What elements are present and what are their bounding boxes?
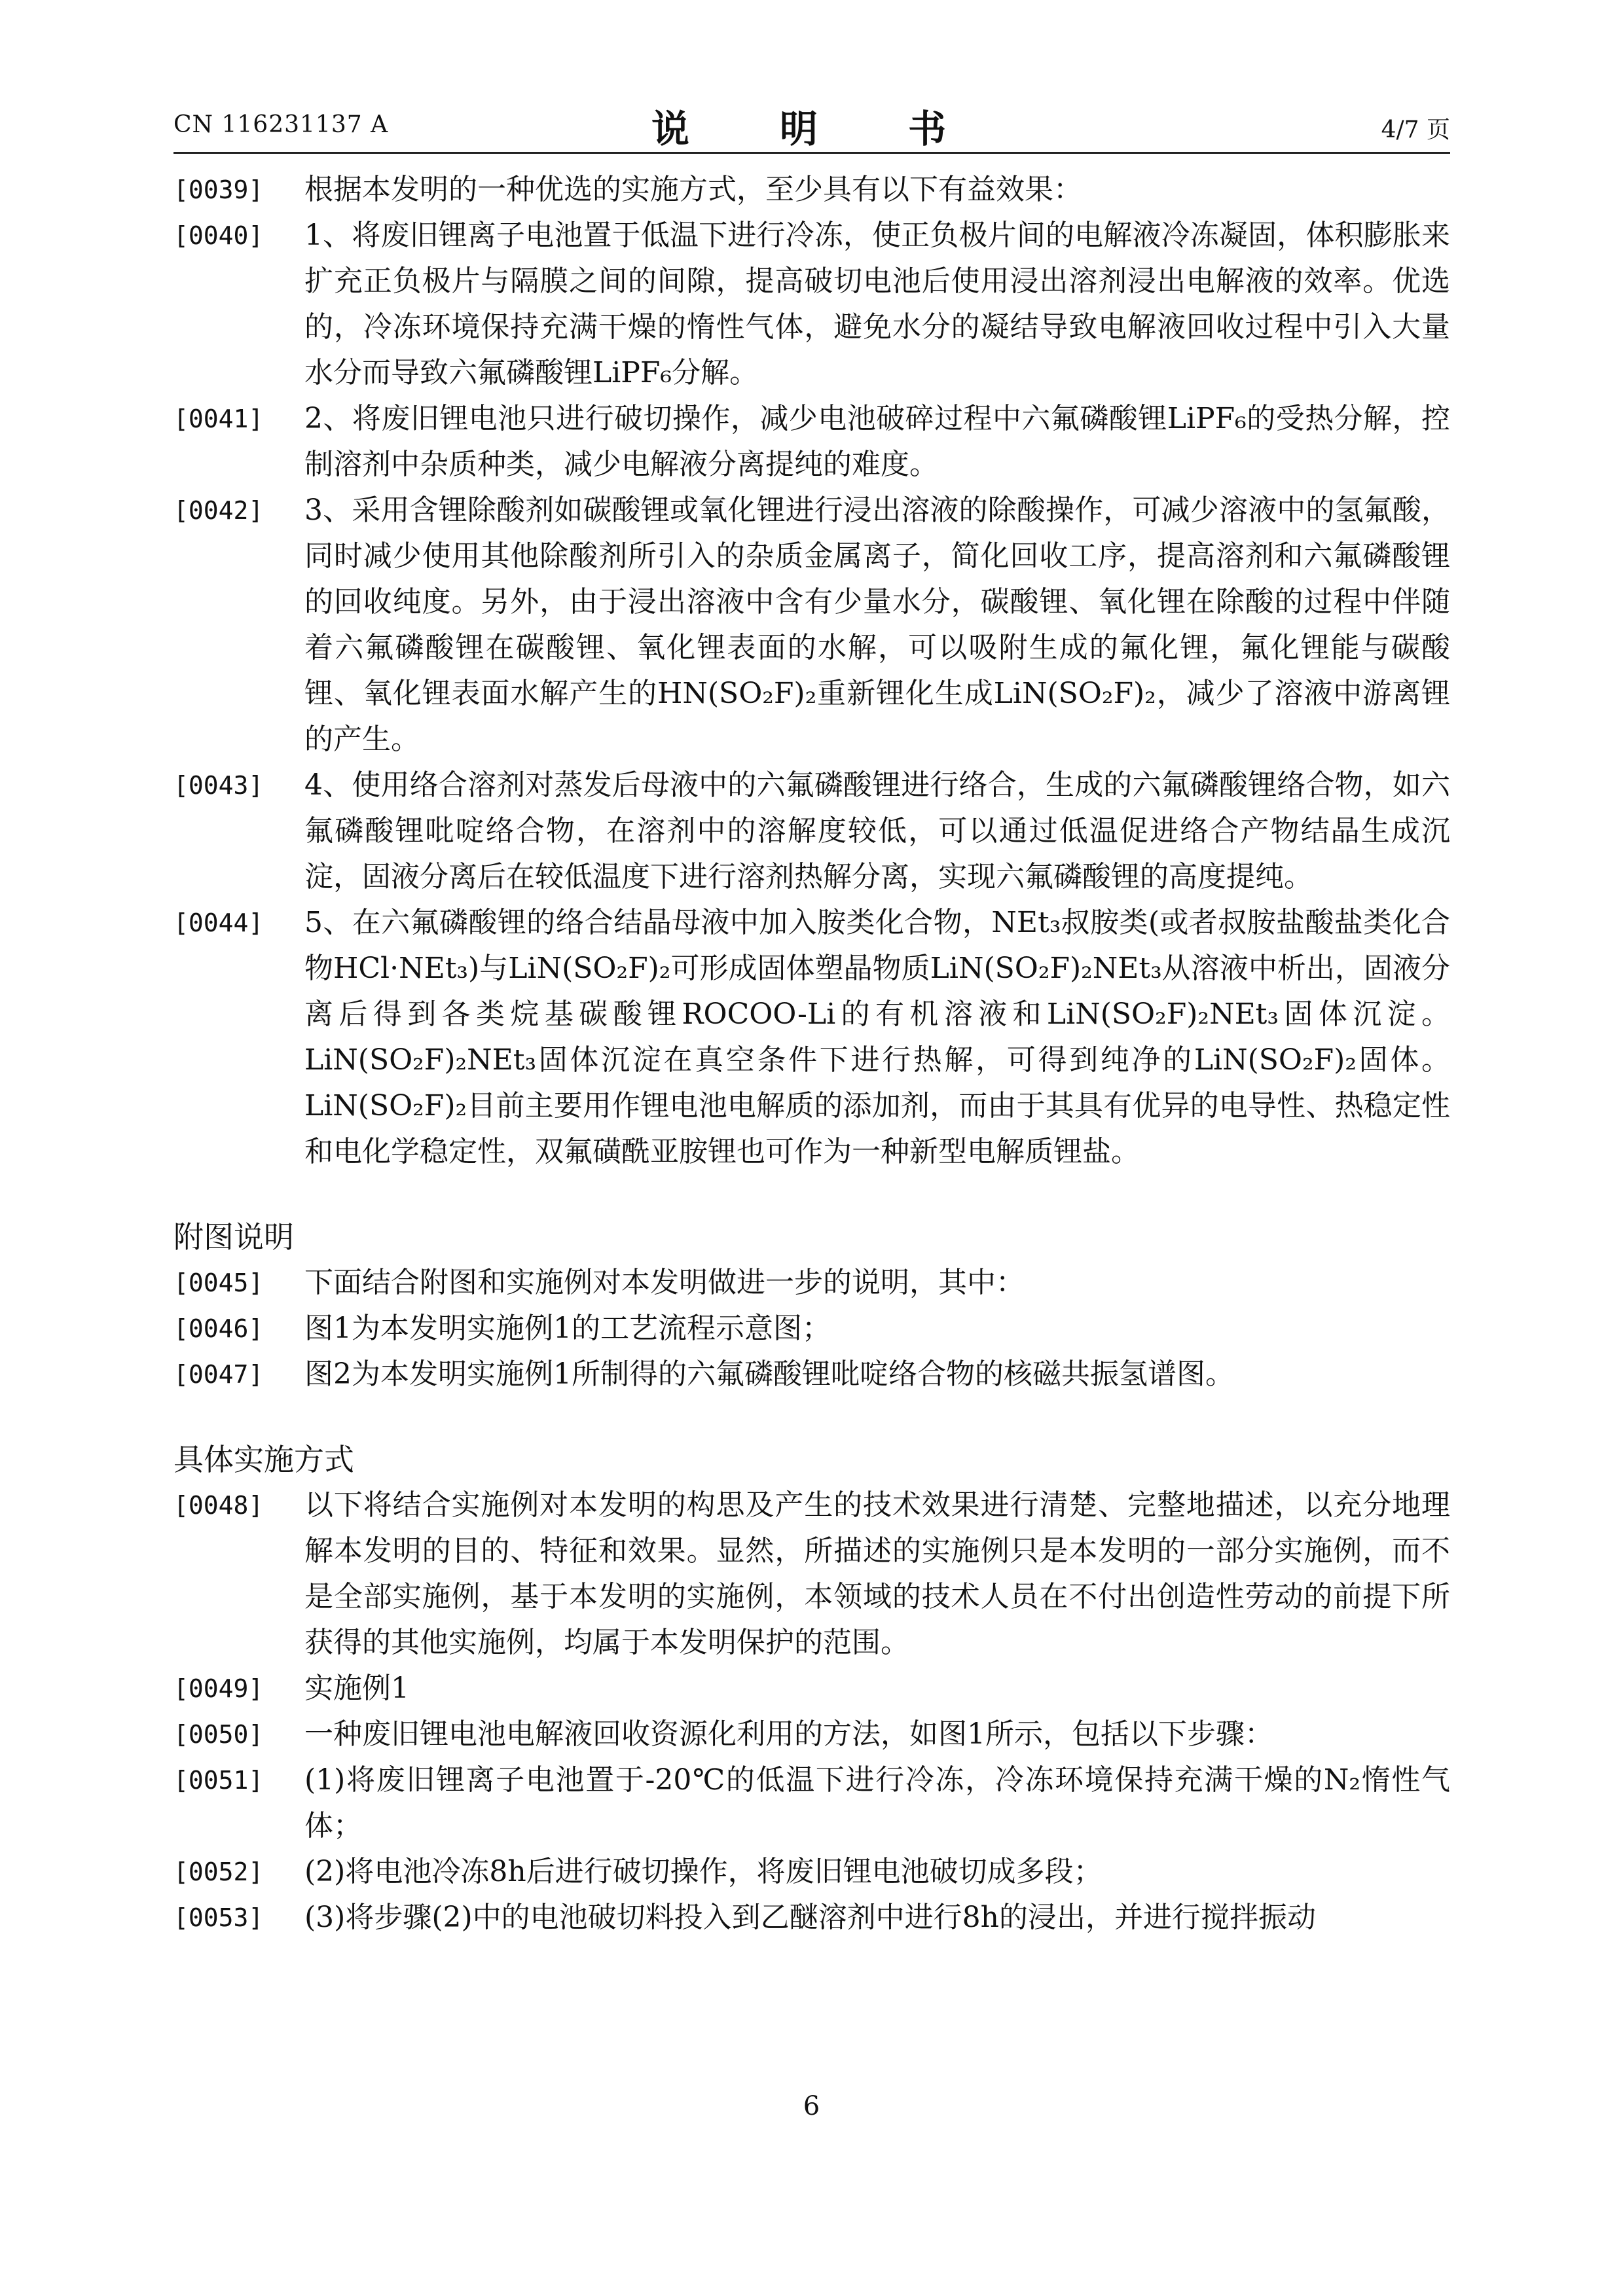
paragraph-text: (1)将废旧锂离子电池置于-20℃的低温下进行冷冻，冷冻环境保持充满干燥的N₂惰性气体； (304, 1763, 1450, 1842)
page-header (173, 98, 1450, 151)
paragraph (173, 1352, 1450, 1397)
paragraph-text: 5、在六氟磷酸锂的络合结晶母液中加入胺类化合物，NEt₃叔胺类(或者叔胺盐酸盐类化合物HCl·NEt₃)与LiN(SO₂F)₂可形成固体塑晶物质LiN(SO₂F)₂NEt₃从溶液中析出，固液分离后得到各类烷基碳酸锂ROCOO-Li的有机溶液和LiN(SO₂F)₂NEt₃固体沉淀。LiN(SO₂F)₂NEt₃固体沉淀在真空条件下进行热解，可得到纯净的LiN(SO₂F)₂固体。LiN(SO₂F)₂目前主要用作锂电池电解质的添加剂，而由于其具有优异的电导性、热稳定性和电化学稳定性，双氟磺酰亚胺锂也可作为一种新型电解质锂盐。 (304, 906, 1450, 1168)
paragraph (173, 1849, 1450, 1895)
paragraph (173, 1712, 1450, 1757)
header-rule (173, 152, 1450, 154)
paragraph-text: 以下将结合实施例对本发明的构思及产生的技术效果进行清楚、完整地描述，以充分地理解本发明的目的、特征和效果。显然，所描述的实施例只是本发明的一部分实施例，而不是全部实施例，基于本发明的实施例，本领域的技术人员在不付出创造性劳动的前提下所获得的其他实施例，均属于本发明保护的范围。 (304, 1488, 1450, 1659)
paragraph-text: 根据本发明的一种优选的实施方式，至少具有以下有益效果： (304, 173, 1082, 206)
paragraph (173, 1895, 1450, 1941)
section-heading-figures: 附图说明 (173, 1219, 294, 1255)
paragraph-text: (3)将步骤(2)中的电池破切料投入到乙醚溶剂中进行8h的浸出，并进行搅拌振动 (304, 1901, 1316, 1934)
paragraph (173, 1260, 1450, 1306)
paragraph-number: [0047] (173, 1360, 264, 1389)
paragraph-text: 实施例1 (304, 1672, 409, 1705)
paragraph-number: [0045] (173, 1268, 264, 1297)
paragraph (173, 488, 1450, 762)
paragraph-number: [0040] (173, 221, 264, 250)
paragraph (173, 1666, 1450, 1712)
page-info: 4/7 页 (1381, 117, 1450, 143)
paragraph-number: [0043] (173, 771, 264, 800)
paragraph-number: [0044] (173, 908, 264, 937)
paragraph-number: [0051] (173, 1766, 264, 1795)
paragraph (173, 762, 1450, 900)
paragraph-text: 2、将废旧锂电池只进行破切操作，减少电池破碎过程中六氟磷酸锂LiPF₆的受热分解，控制溶剂中杂质种类，减少电解液分离提纯的难度。 (304, 402, 1450, 481)
paragraph-number: [0042] (173, 496, 264, 525)
paragraph-text: 下面结合附图和实施例对本发明做进一步的说明，其中： (304, 1266, 1025, 1299)
paragraph (173, 900, 1450, 1175)
paragraph-number: [0050] (173, 1720, 264, 1749)
paragraph (173, 1757, 1450, 1849)
section-heading-embodiments: 具体实施方式 (173, 1442, 354, 1477)
paragraph-text: 3、采用含锂除酸剂如碳酸锂或氧化锂进行浸出溶液的除酸操作，可减少溶液中的氢氟酸，同时减少使用其他除酸剂所引入的杂质金属离子，简化回收工序，提高溶剂和六氟磷酸锂的回收纯度。另外，由于浸出溶液中含有少量水分，碳酸锂、氧化锂在除酸的过程中伴随着六氟磷酸锂在碳酸锂、氧化锂表面的水解，可以吸附生成的氟化锂，氟化锂能与碳酸锂、氧化锂表面水解产生的HN(SO₂F)₂重新锂化生成LiN(SO₂F)₂，减少了溶液中游离锂的产生。 (304, 493, 1450, 756)
page-number: 6 (803, 2091, 820, 2121)
paragraph (173, 167, 1450, 213)
document-title: 说 明 书 (651, 107, 972, 151)
paragraph-text: 图2为本发明实施例1所制得的六氟磷酸锂吡啶络合物的核磁共振氢谱图。 (304, 1357, 1234, 1391)
patent-number: CN 116231137 A (173, 111, 389, 138)
paragraph-group-embodiments (173, 1482, 1450, 1941)
paragraph-number: [0049] (173, 1674, 264, 1703)
paragraph-number: [0048] (173, 1491, 264, 1520)
paragraph (173, 396, 1450, 488)
paragraph-number: [0046] (173, 1314, 264, 1343)
paragraph-text: (2)将电池冷冻8h后进行破切操作，将废旧锂电池破切成多段； (304, 1855, 1103, 1888)
paragraph-number: [0039] (173, 175, 264, 204)
paragraph (173, 1482, 1450, 1666)
paragraph-text: 4、使用络合溶剂对蒸发后母液中的六氟磷酸锂进行络合，生成的六氟磷酸锂络合物，如六氟磷酸锂吡啶络合物，在溶剂中的溶解度较低，可以通过低温促进络合产物结晶生成沉淀，固液分离后在较低温度下进行溶剂热解分离，实现六氟磷酸锂的高度提纯。 (304, 768, 1450, 893)
paragraph-number: [0053] (173, 1903, 264, 1932)
paragraph (173, 1306, 1450, 1352)
paragraph-group-figures (173, 1260, 1450, 1397)
paragraph-text: 一种废旧锂电池电解液回收资源化利用的方法，如图1所示，包括以下步骤： (304, 1717, 1273, 1751)
paragraph (173, 213, 1450, 396)
paragraph-group-benefits (173, 167, 1450, 1175)
paragraph-text: 1、将废旧锂离子电池置于低温下进行冷冻，使正负极片间的电解液冷冻凝固，体积膨胀来扩充正负极片与隔膜之间的间隙，提高破切电池后使用浸出溶剂浸出电解液的效率。优选的，冷冻环境保持充满干燥的惰性气体，避免水分的凝结导致电解液回收过程中引入大量水分而导致六氟磷酸锂LiPF₆分解。 (304, 219, 1450, 389)
paragraph-text: 图1为本发明实施例1的工艺流程示意图； (304, 1312, 831, 1345)
document-body (173, 167, 1450, 1941)
paragraph-number: [0052] (173, 1857, 264, 1886)
paragraph-number: [0041] (173, 404, 264, 433)
